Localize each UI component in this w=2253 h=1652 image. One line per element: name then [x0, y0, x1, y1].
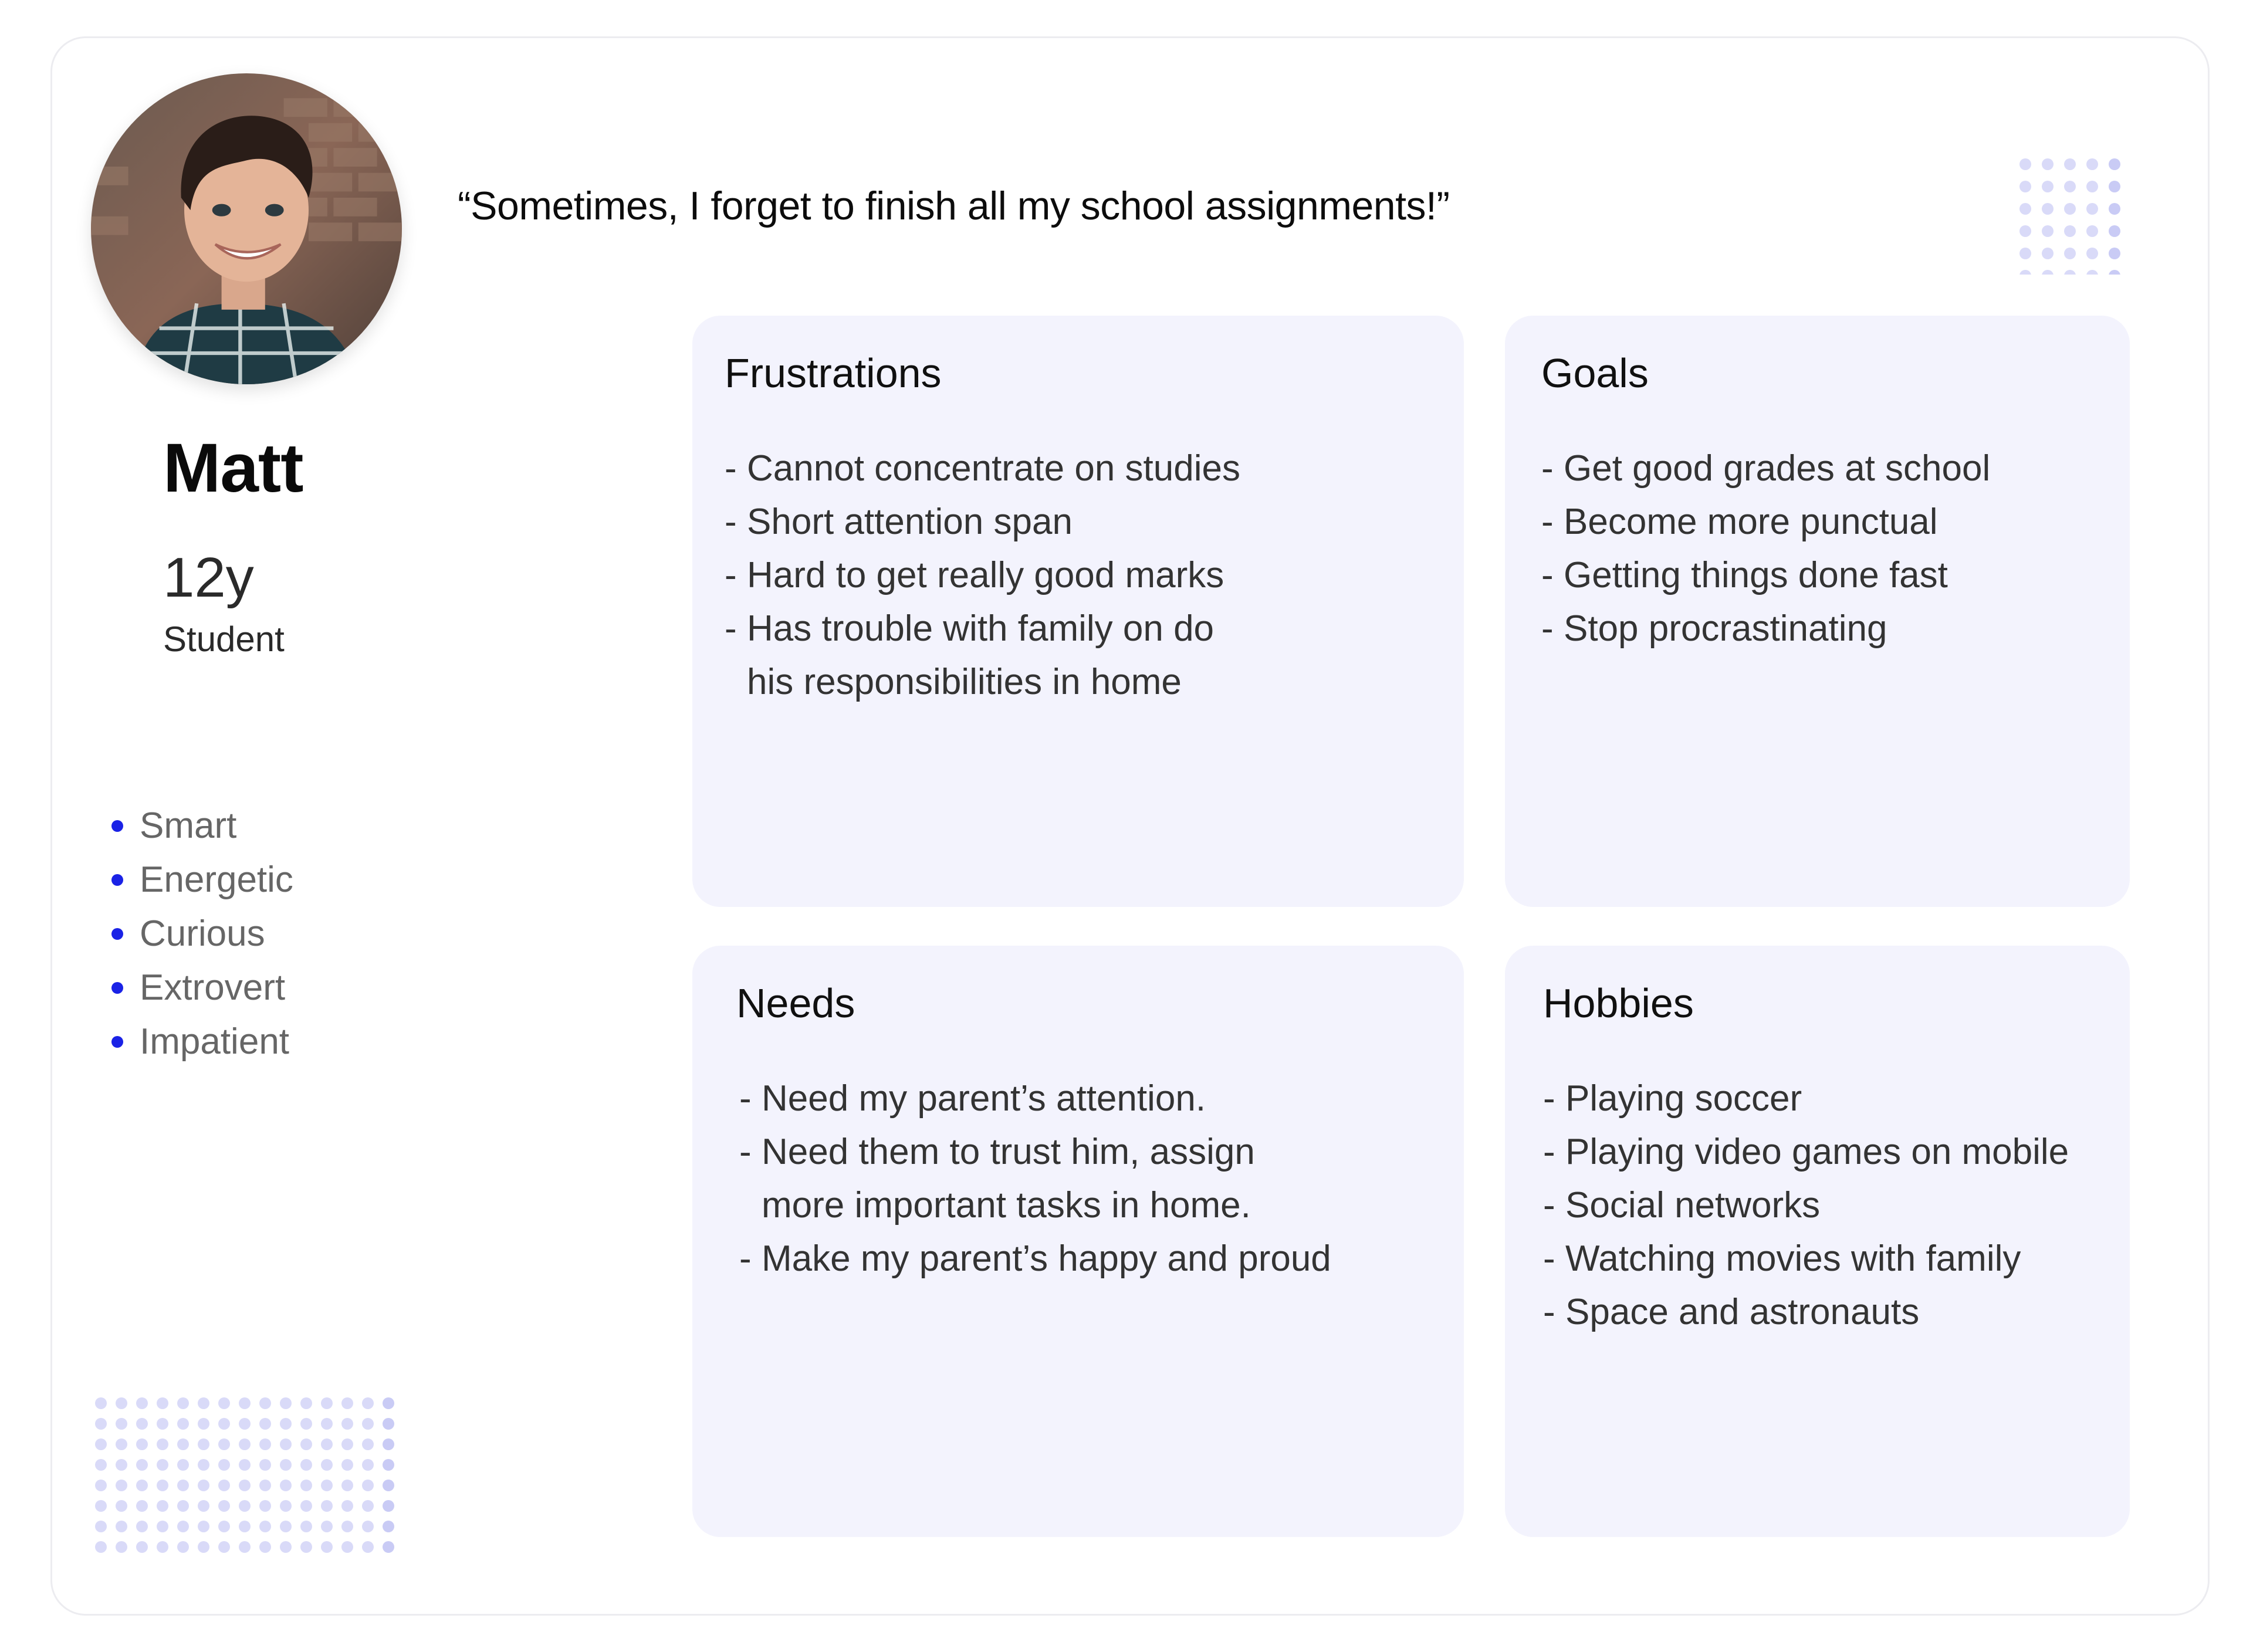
dot	[239, 1521, 251, 1532]
dot	[362, 1500, 374, 1512]
dot	[239, 1480, 251, 1491]
dot	[136, 1500, 148, 1512]
dot	[300, 1418, 312, 1430]
dot	[218, 1459, 230, 1471]
dot	[136, 1438, 148, 1450]
dot	[198, 1521, 209, 1532]
list-item: - Become more punctual	[1541, 502, 1938, 542]
dot	[2064, 225, 2076, 237]
list-item: - Getting things done fast	[1541, 555, 1948, 595]
dot	[177, 1418, 189, 1430]
dot	[2086, 158, 2098, 170]
dot	[280, 1438, 292, 1450]
dot	[341, 1500, 353, 1512]
dot	[116, 1500, 127, 1512]
dot	[300, 1480, 312, 1491]
dot	[198, 1438, 209, 1450]
dot	[136, 1418, 148, 1430]
needs-card	[692, 946, 1464, 1537]
dot	[198, 1418, 209, 1430]
dot	[321, 1500, 333, 1512]
list-item: - Has trouble with family on do his responsibilities in home	[725, 602, 1240, 709]
dot	[300, 1500, 312, 1512]
dot	[300, 1521, 312, 1532]
dot	[157, 1459, 168, 1471]
list-item-continuation: his responsibilities in home	[747, 662, 1182, 702]
dot	[362, 1418, 374, 1430]
dot	[2064, 181, 2076, 192]
dot	[239, 1418, 251, 1430]
dot	[95, 1541, 107, 1553]
dot	[321, 1397, 333, 1409]
dot	[341, 1397, 353, 1409]
dot	[239, 1397, 251, 1409]
dot	[2109, 203, 2120, 215]
dot	[116, 1480, 127, 1491]
list-item-continuation: more important tasks in home.	[762, 1185, 1251, 1226]
dot	[341, 1459, 353, 1471]
needs-list	[739, 1072, 1331, 1285]
dot	[95, 1438, 107, 1450]
dot	[2019, 158, 2031, 170]
dot	[116, 1418, 127, 1430]
avatar	[91, 73, 402, 384]
frustrations-list	[725, 442, 1240, 709]
dot	[2042, 203, 2054, 215]
dot	[2019, 203, 2031, 215]
dot	[2086, 225, 2098, 237]
dot	[136, 1459, 148, 1471]
goals-card	[1505, 316, 2130, 907]
dot	[2019, 270, 2031, 275]
trait-item: Smart	[111, 804, 293, 858]
dot	[218, 1418, 230, 1430]
trait-list	[111, 804, 293, 1074]
dot	[259, 1438, 271, 1450]
dot	[177, 1397, 189, 1409]
dot	[116, 1459, 127, 1471]
dot	[321, 1438, 333, 1450]
dot	[2064, 158, 2076, 170]
dot	[136, 1480, 148, 1491]
dot	[321, 1480, 333, 1491]
dot	[95, 1459, 107, 1471]
dot	[116, 1397, 127, 1409]
dot	[2019, 225, 2031, 237]
dot	[300, 1459, 312, 1471]
dot	[218, 1500, 230, 1512]
dot	[280, 1500, 292, 1512]
dot	[198, 1459, 209, 1471]
dot	[2042, 181, 2054, 192]
dot	[2019, 248, 2031, 259]
dot	[341, 1418, 353, 1430]
dot	[280, 1521, 292, 1532]
dot-pattern-bottom-left	[94, 1396, 399, 1578]
dot	[321, 1459, 333, 1471]
dot	[259, 1418, 271, 1430]
trait-item: Energetic	[111, 858, 293, 912]
list-item: - Cannot concentrate on studies	[725, 448, 1240, 489]
dot-grid-icon	[94, 1396, 399, 1578]
dot	[198, 1480, 209, 1491]
list-item: - Need them to trust him, assign more important tasks in home.	[739, 1125, 1331, 1232]
dot	[341, 1438, 353, 1450]
dot	[383, 1438, 394, 1450]
dot	[383, 1459, 394, 1471]
dot	[300, 1397, 312, 1409]
dot	[383, 1397, 394, 1409]
dot	[2086, 203, 2098, 215]
dot	[95, 1521, 107, 1532]
dot	[259, 1480, 271, 1491]
dot	[136, 1397, 148, 1409]
dot	[116, 1541, 127, 1553]
dot	[177, 1541, 189, 1553]
dot	[383, 1541, 394, 1553]
dot	[95, 1418, 107, 1430]
dot	[177, 1500, 189, 1512]
dot	[2109, 158, 2120, 170]
list-item: - Playing soccer	[1543, 1078, 1802, 1119]
dot	[341, 1480, 353, 1491]
dot	[2042, 270, 2054, 275]
persona-quote: “Sometimes, I forget to finish all my school assignments!”	[458, 184, 1450, 228]
dot	[259, 1541, 271, 1553]
list-item: - Playing video games on mobile	[1543, 1132, 2069, 1172]
dot	[2064, 270, 2076, 275]
dot	[362, 1397, 374, 1409]
dot	[2109, 270, 2120, 275]
dot	[2042, 248, 2054, 259]
dot	[2042, 225, 2054, 237]
persona-name: Matt	[163, 429, 303, 507]
dot	[321, 1521, 333, 1532]
goals-title: Goals	[1541, 350, 1649, 396]
dot-grid-icon	[2018, 157, 2130, 275]
dot	[300, 1541, 312, 1553]
trait-item: Impatient	[111, 1020, 293, 1074]
dot	[218, 1480, 230, 1491]
goals-list	[1541, 442, 1990, 655]
dot	[280, 1397, 292, 1409]
dot	[177, 1438, 189, 1450]
dot	[362, 1521, 374, 1532]
dot	[239, 1500, 251, 1512]
dot	[157, 1438, 168, 1450]
trait-item: Extrovert	[111, 966, 293, 1020]
dot	[321, 1418, 333, 1430]
dot	[218, 1397, 230, 1409]
dot	[2019, 181, 2031, 192]
dot	[2042, 158, 2054, 170]
dot	[341, 1521, 353, 1532]
hobbies-list	[1543, 1072, 2069, 1339]
dot	[198, 1397, 209, 1409]
dot	[259, 1397, 271, 1409]
dot	[218, 1541, 230, 1553]
list-item: - Watching movies with family	[1543, 1238, 2021, 1279]
dot	[239, 1541, 251, 1553]
bullet-icon	[111, 982, 123, 994]
list-item: - Short attention span	[725, 502, 1073, 542]
dot	[362, 1459, 374, 1471]
list-item: - Stop procrastinating	[1541, 608, 1887, 649]
dot	[2064, 203, 2076, 215]
dot	[280, 1459, 292, 1471]
dot	[177, 1480, 189, 1491]
portrait-photo	[91, 73, 402, 384]
dot	[157, 1397, 168, 1409]
dot	[259, 1459, 271, 1471]
dot	[383, 1480, 394, 1491]
list-item: - Make my parent’s happy and proud	[739, 1238, 1331, 1279]
dot	[280, 1541, 292, 1553]
dot	[2064, 248, 2076, 259]
dot	[116, 1521, 127, 1532]
dot	[2086, 248, 2098, 259]
dot	[2109, 181, 2120, 192]
list-item: - Social networks	[1543, 1185, 1821, 1226]
dot	[259, 1500, 271, 1512]
dot	[362, 1438, 374, 1450]
hobbies-card	[1505, 946, 2130, 1537]
dot	[383, 1521, 394, 1532]
dot	[157, 1480, 168, 1491]
frustrations-card	[692, 316, 1464, 907]
dot	[280, 1480, 292, 1491]
dot	[280, 1418, 292, 1430]
dot	[116, 1438, 127, 1450]
list-item: - Get good grades at school	[1541, 448, 1991, 489]
dot	[157, 1541, 168, 1553]
dot	[341, 1541, 353, 1553]
dot	[321, 1541, 333, 1553]
dot	[2109, 225, 2120, 237]
dot	[239, 1459, 251, 1471]
dot	[2086, 270, 2098, 275]
list-item: - Need my parent’s attention.	[739, 1078, 1206, 1119]
dot	[239, 1438, 251, 1450]
needs-title: Needs	[736, 980, 855, 1026]
dot	[2109, 248, 2120, 259]
dot	[198, 1500, 209, 1512]
dot	[383, 1500, 394, 1512]
dot	[362, 1541, 374, 1553]
dot	[300, 1438, 312, 1450]
dot	[157, 1500, 168, 1512]
dot	[362, 1480, 374, 1491]
dot	[95, 1500, 107, 1512]
dot-pattern-top-right	[2018, 157, 2130, 275]
dot	[218, 1521, 230, 1532]
persona-age: 12y	[163, 546, 254, 609]
dot	[95, 1480, 107, 1491]
list-item: - Hard to get really good marks	[725, 555, 1224, 595]
bullet-icon	[111, 928, 123, 940]
trait-item: Curious	[111, 912, 293, 966]
dot	[177, 1459, 189, 1471]
dot	[136, 1541, 148, 1553]
persona-role: Student	[163, 620, 285, 659]
dot	[136, 1521, 148, 1532]
dot	[2086, 181, 2098, 192]
dot	[198, 1541, 209, 1553]
list-item: - Space and astronauts	[1543, 1292, 1920, 1332]
dot	[383, 1418, 394, 1430]
dot	[259, 1521, 271, 1532]
bullet-icon	[111, 820, 123, 832]
dot	[157, 1521, 168, 1532]
dot	[218, 1438, 230, 1450]
bullet-icon	[111, 1036, 123, 1048]
dot	[157, 1418, 168, 1430]
bullet-icon	[111, 874, 123, 886]
dot	[177, 1521, 189, 1532]
frustrations-title: Frustrations	[725, 350, 942, 396]
hobbies-title: Hobbies	[1543, 980, 1694, 1026]
dot	[95, 1397, 107, 1409]
